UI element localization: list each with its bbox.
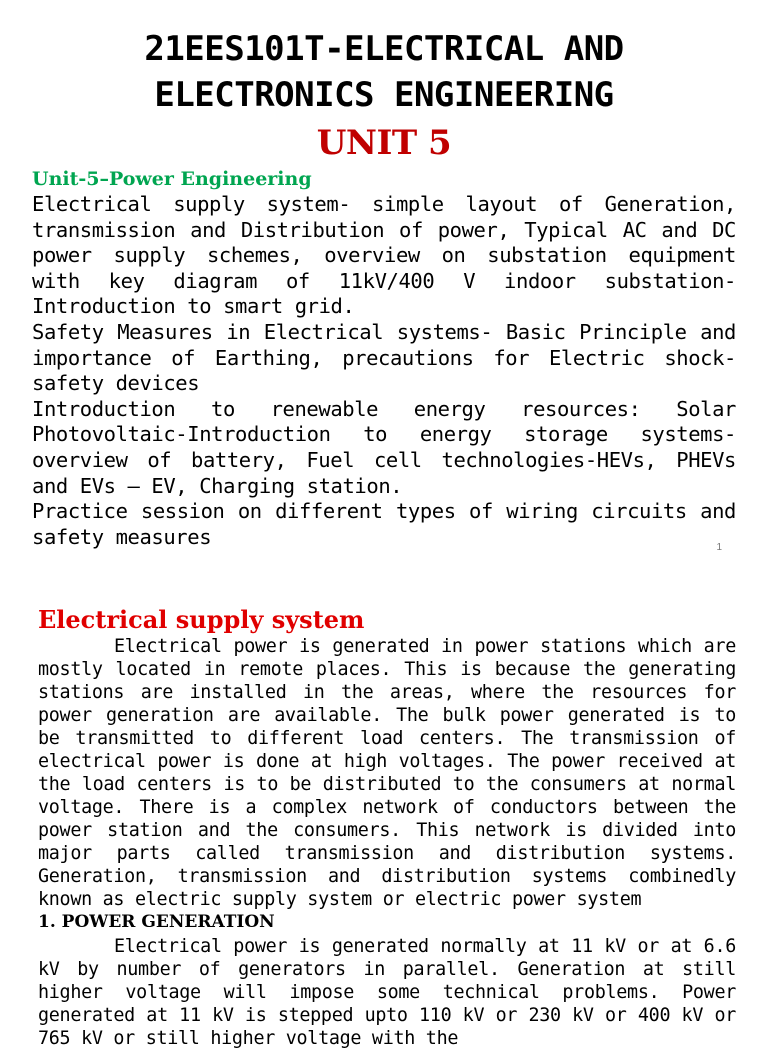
- paragraph-text: Electrical power is generated in power stations which are mostly located in remote places. This is because the generating stations are installed in the areas, where the resources for power generation are available. The bulk power generated is to be transmitted to different load centers. The transmission of electrical power is done at high voltages. The power received at the load centers is to be distributed to the consumers at normal voltage. There is a complex network of conductors between the power station and the consumers. This network is divided into major parts called transmission and distribution systems. Generation, transmission and distribution systems combinedly known as electric supply system or electric power system: [38, 636, 736, 910]
- page-number: 1: [716, 542, 722, 553]
- course-title-line-2: ELECTRONICS ENGINEERING: [154, 75, 614, 115]
- subsection-heading: 1. POWER GENERATION: [38, 912, 275, 932]
- syllabus-body: [32, 192, 736, 550]
- syllabus-paragraph: Introduction to renewable energy resources: Solar Photovoltaic-Introduction to energy storage systems-overview of battery, Fuel cell technologies-HEVs, PHEVs and EVs – EV, Charging station.: [32, 396, 736, 498]
- paragraph-text: Electrical power is generated normally at 11 kV or at 6.6 kV by number of generators in parallel. Generation at still higher voltage will impose some technical problems. Power generated at 11 kV is stepped upto 110 kV or 230 kV or 400 kV or 765 kV or still higher voltage with the: [38, 936, 736, 1049]
- unit-heading: UNIT 5: [316, 123, 452, 163]
- syllabus-paragraph: Electrical supply system- simple layout of Generation, transmission and Distribution of power, Typical AC and DC power supply schemes, overview on substation equipment with key diagram of 11kV/400 V indoor substation- Introduction to smart grid.: [32, 192, 736, 319]
- syllabus-section-heading: Unit-5–Power Engineering: [32, 168, 312, 190]
- syllabus-paragraph: Safety Measures in Electrical systems- Basic Principle and importance of Earthing, precautions for Electric shock- safety devices: [32, 319, 736, 396]
- body-paragraph: [38, 635, 736, 911]
- slide-2: [0, 590, 768, 1049]
- syllabus-paragraph: Practice session on different types of wiring circuits and safety measures: [32, 499, 736, 549]
- course-title-line-1: 21EES101T-ELECTRICAL AND: [144, 29, 624, 69]
- slide-title: Electrical supply system: [38, 605, 365, 634]
- body-paragraph: [38, 935, 736, 1050]
